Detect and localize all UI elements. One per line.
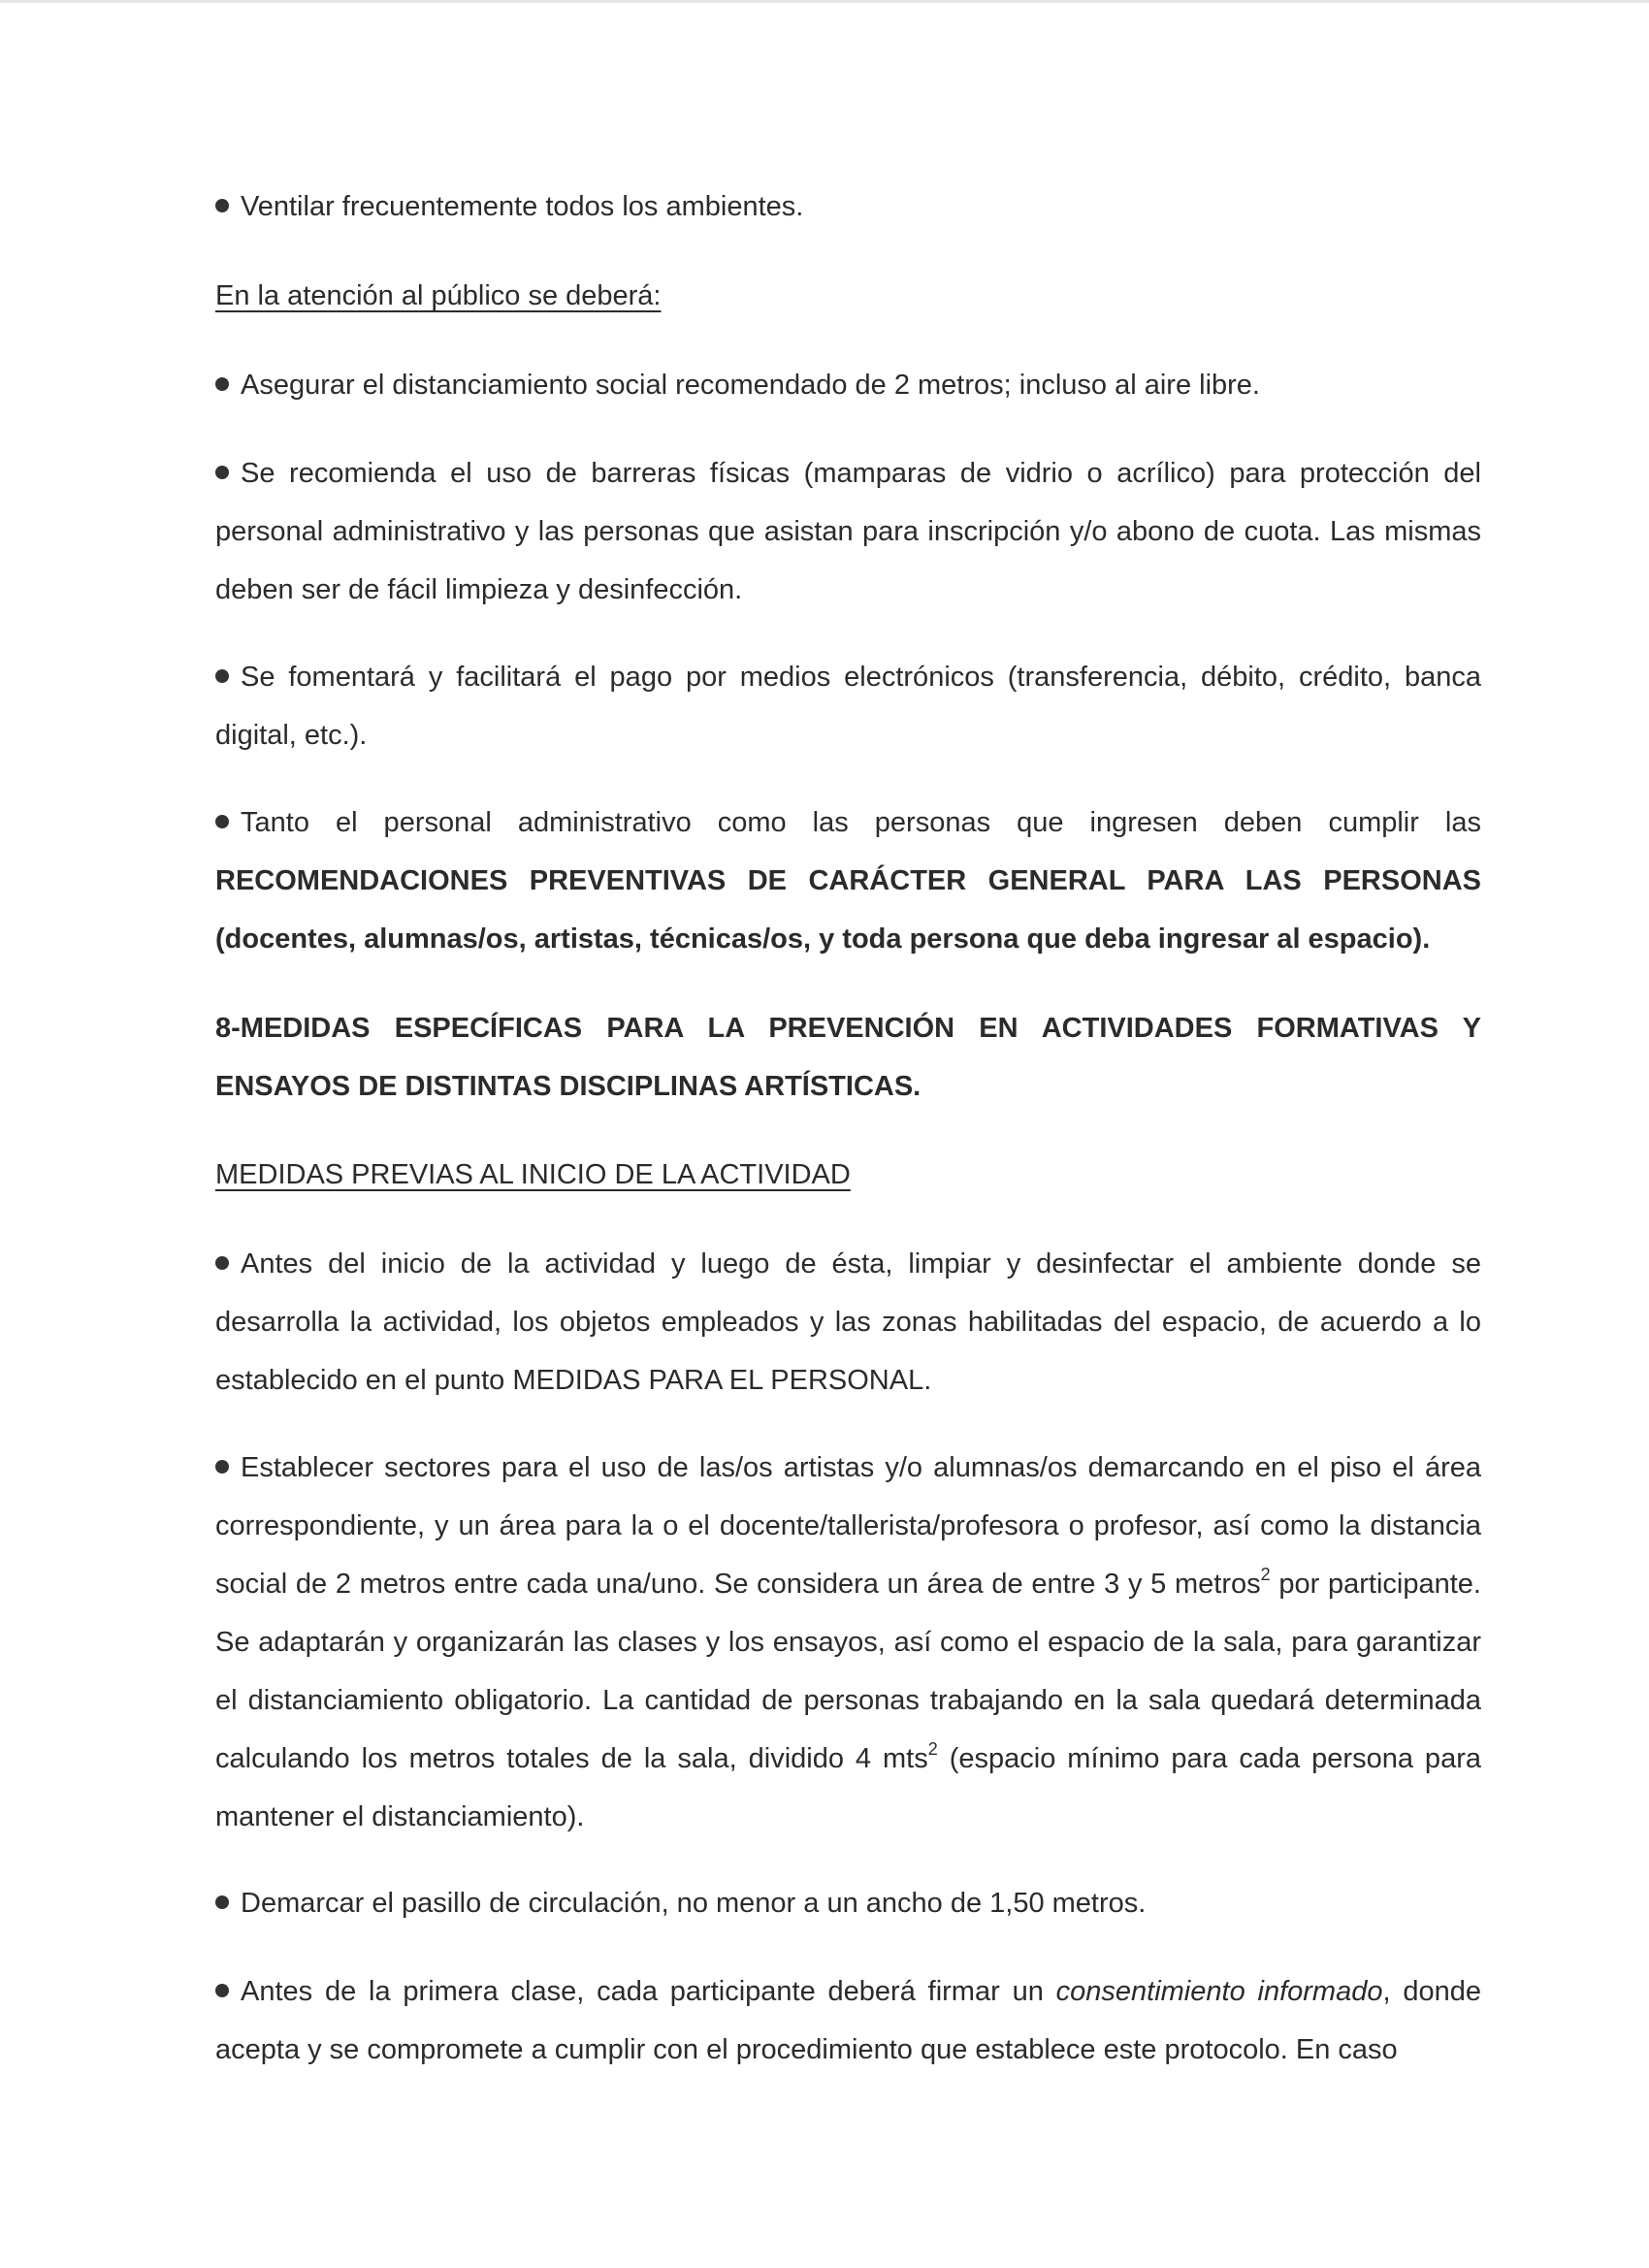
bullet-icon [215,1460,229,1474]
bullet-icon [215,669,229,683]
bullet-icon [215,199,229,212]
bullet-icon [215,1984,229,1997]
bullet-icon [215,815,229,828]
bullet-limpiar-desinfectar: Antes del inicio de la actividad y luego de ésta, limpiar y desinfectar el ambiente donde se desarrolla la actividad, los objetos empleados y las zonas habilitadas del espacio, de acuerdo a lo establecido en el punto MEDIDAS PARA EL PERSONAL. [215,1248,1481,1396]
bullet-barreras: Se recomienda el uso de barreras físicas (mamparas de vidrio o acrílico) para protección del personal administrativo y las personas que asistan para inscripción y/o abono de cuota. Las mismas deben ser de fácil limpieza y desinfección. [215,458,1481,605]
bullet-icon [215,1895,229,1909]
bullet-distanciamiento: Asegurar el distanciamiento social recomendado de 2 metros; incluso al aire libre. [215,356,1481,414]
bullet-pasillo: Demarcar el pasillo de circulación, no menor a un ancho de 1,50 metros. [215,1874,1481,1932]
scan-edge [0,0,1649,3]
heading-atencion-publico: En la atención al público se deberá: [215,280,662,311]
bullet-recomendaciones: Tanto el personal administrativo como las personas que ingresen deben cumplir las RECOMENDACIONES PREVENTIVAS DE CARÁCTER GENERAL PARA LAS PERSONAS (docentes, alumnas/os, artistas, técnicas/os, y toda persona que deba ingresar al espacio). [215,807,1481,955]
bullet-consentimiento: Antes de la primera clase, cada participante deberá firmar un consentimiento informado, donde acepta y se compromete a cumplir con el procedimiento que establece este protocolo. En caso [215,1976,1481,2065]
bullet-ventilar: Ventilar frecuentemente todos los ambientes. [215,178,1481,236]
bullet-icon [215,1256,229,1270]
bullet-establecer-sectores: Establecer sectores para el uso de las/os artistas y/o alumnas/os demarcando en el piso el área correspondiente, y un área para la o el docente/tallerista/profesora o profesor, así como la distancia social de 2 metros entre cada una/uno. Se considera un área de entre 3 y 5 metros$^2$ por participante. Se adaptarán y organizarán las clases y los ensayos, así como el espacio de la sala, para garantizar el distanciamiento obligatorio. La cantidad de personas trabajando en la sala quedará determinada calculando los metros totales de la sala, dividido 4 mts$^2$ (espacio mínimo para cada persona para mantener el distanciamiento). [215,1452,1481,1832]
section-heading-8: 8-MEDIDAS ESPECÍFICAS PARA LA PREVENCIÓN EN ACTIVIDADES FORMATIVAS Y ENSAYOS DE DISTINTAS DISCIPLINAS ARTÍSTICAS. [215,1013,1481,1102]
bullet-icon [215,377,229,391]
bullet-pago-electronico: Se fomentará y facilitará el pago por medios electrónicos (transferencia, débito, crédito, banca digital, etc.). [215,662,1481,751]
subheading-medidas-previas: MEDIDAS PREVIAS AL INICIO DE LA ACTIVIDAD [215,1159,851,1190]
bullet-icon [215,466,229,479]
